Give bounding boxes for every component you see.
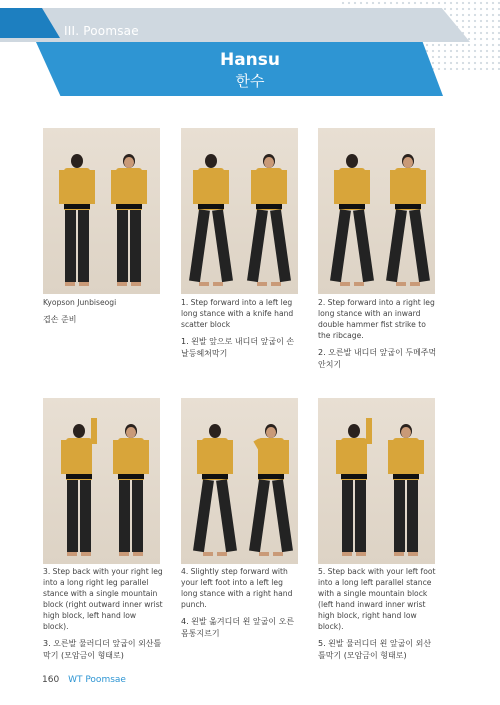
- caption-english: 3. Step back with your right leg into a long right leg parallel stance with a single mountain block (right outward inner wrist high block, left hand low block).: [43, 567, 163, 631]
- page-footer: [42, 675, 126, 685]
- caption-korean: 3. 오른발 물러디더 앞굽이 외산틀막기 (모암금이 형태로): [43, 639, 162, 660]
- performer-side-figure: [115, 424, 147, 556]
- caption-step-3: [43, 566, 163, 661]
- caption-step-4: [181, 566, 301, 639]
- caption-step-5: [318, 566, 438, 661]
- performer-back-figure: [336, 154, 368, 286]
- photo-step-1: [181, 128, 298, 294]
- performer-front-figure: [392, 154, 424, 286]
- book-title: WT Poomsae: [68, 675, 126, 685]
- page-title-korean: 한수: [235, 72, 265, 90]
- caption-english: 4. Slightly step forward with your left foot into a left leg long stance with a right hand punch.: [181, 567, 293, 609]
- caption-korean: 겹손 준비: [43, 315, 77, 324]
- performer-front-figure: [255, 424, 287, 556]
- caption-korean: 4. 왼발 옮겨디더 왼 앞굽이 오른 몸통지르기: [181, 617, 295, 638]
- performer-back-figure: [199, 424, 231, 556]
- caption-english: 1. Step forward into a left leg long stance with a knife hand scatter block: [181, 298, 294, 329]
- performer-side-figure: [390, 424, 422, 556]
- photo-step-2: [318, 128, 435, 294]
- caption-english: Kyopson Junbiseogi: [43, 298, 117, 307]
- photo-step-4: [181, 398, 298, 564]
- caption-korean: 2. 오른발 내디더 앞굽이 두메주먹 안치기: [318, 348, 437, 369]
- photo-step-3: [43, 398, 160, 564]
- performer-back-figure: [61, 154, 93, 286]
- caption-english: 5. Step back with your left foot into a long left parallel stance with a single mountain block (left hand inward inner wrist high block, right hand low block).: [318, 567, 436, 631]
- performer-back-figure: [63, 424, 95, 556]
- caption-step-1: [181, 297, 301, 359]
- performer-front-figure: [113, 154, 145, 286]
- page-title: Hansu: [219, 50, 281, 70]
- photo-step-ready: [43, 128, 160, 294]
- page-number: 160: [42, 675, 60, 685]
- performer-front-figure: [253, 154, 285, 286]
- photo-step-5: [318, 398, 435, 564]
- caption-korean: 5. 왼발 물러디더 왼 앞굽이 외산틀막기 (모암금이 형태로): [318, 639, 432, 660]
- performer-back-figure: [338, 424, 370, 556]
- caption-step-2: [318, 297, 438, 370]
- caption-step-ready: [43, 297, 163, 326]
- caption-english: 2. Step forward into a right leg long stance with an inward double hammer fist strike to the ribcage.: [318, 298, 435, 340]
- section-label: III. Poomsae: [64, 24, 139, 38]
- caption-korean: 1. 왼발 앞으로 내디더 앞굽이 손날등헤쳐막기: [181, 337, 295, 358]
- performer-back-figure: [195, 154, 227, 286]
